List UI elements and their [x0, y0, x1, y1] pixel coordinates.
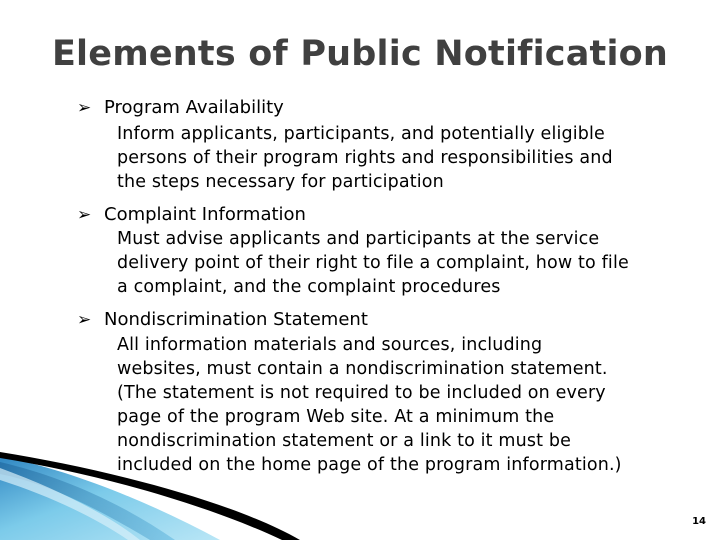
slide-title: Elements of Public Notification — [51, 34, 669, 74]
page-number: 14 — [692, 516, 706, 527]
decorative-swoosh — [0, 440, 720, 540]
arrowhead-bullet-icon: ➢ — [77, 98, 92, 118]
bullet-body: All information materials and sources, including websites, must contain a nondiscrimination statement. (The statement is not required to be included on every page of the program Web site. At a minimum the nondiscrimination statement or a link to it must be included on the home page of the program information.) — [117, 335, 622, 475]
bullet-heading: Nondiscrimination Statement — [104, 309, 368, 330]
bullet-heading: Program Availability — [104, 97, 284, 118]
bullet-body: Inform applicants, participants, and potentially eligible persons of their program rights and responsibilities and the steps necessary for participation — [117, 124, 613, 192]
bullet-heading: Complaint Information — [104, 204, 306, 225]
bullet-body: Must advise applicants and participants at the service delivery point of their right to file a complaint, how to file a complaint, and the complaint procedures — [117, 229, 629, 297]
arrowhead-bullet-icon: ➢ — [77, 205, 92, 225]
arrowhead-bullet-icon: ➢ — [77, 310, 92, 330]
